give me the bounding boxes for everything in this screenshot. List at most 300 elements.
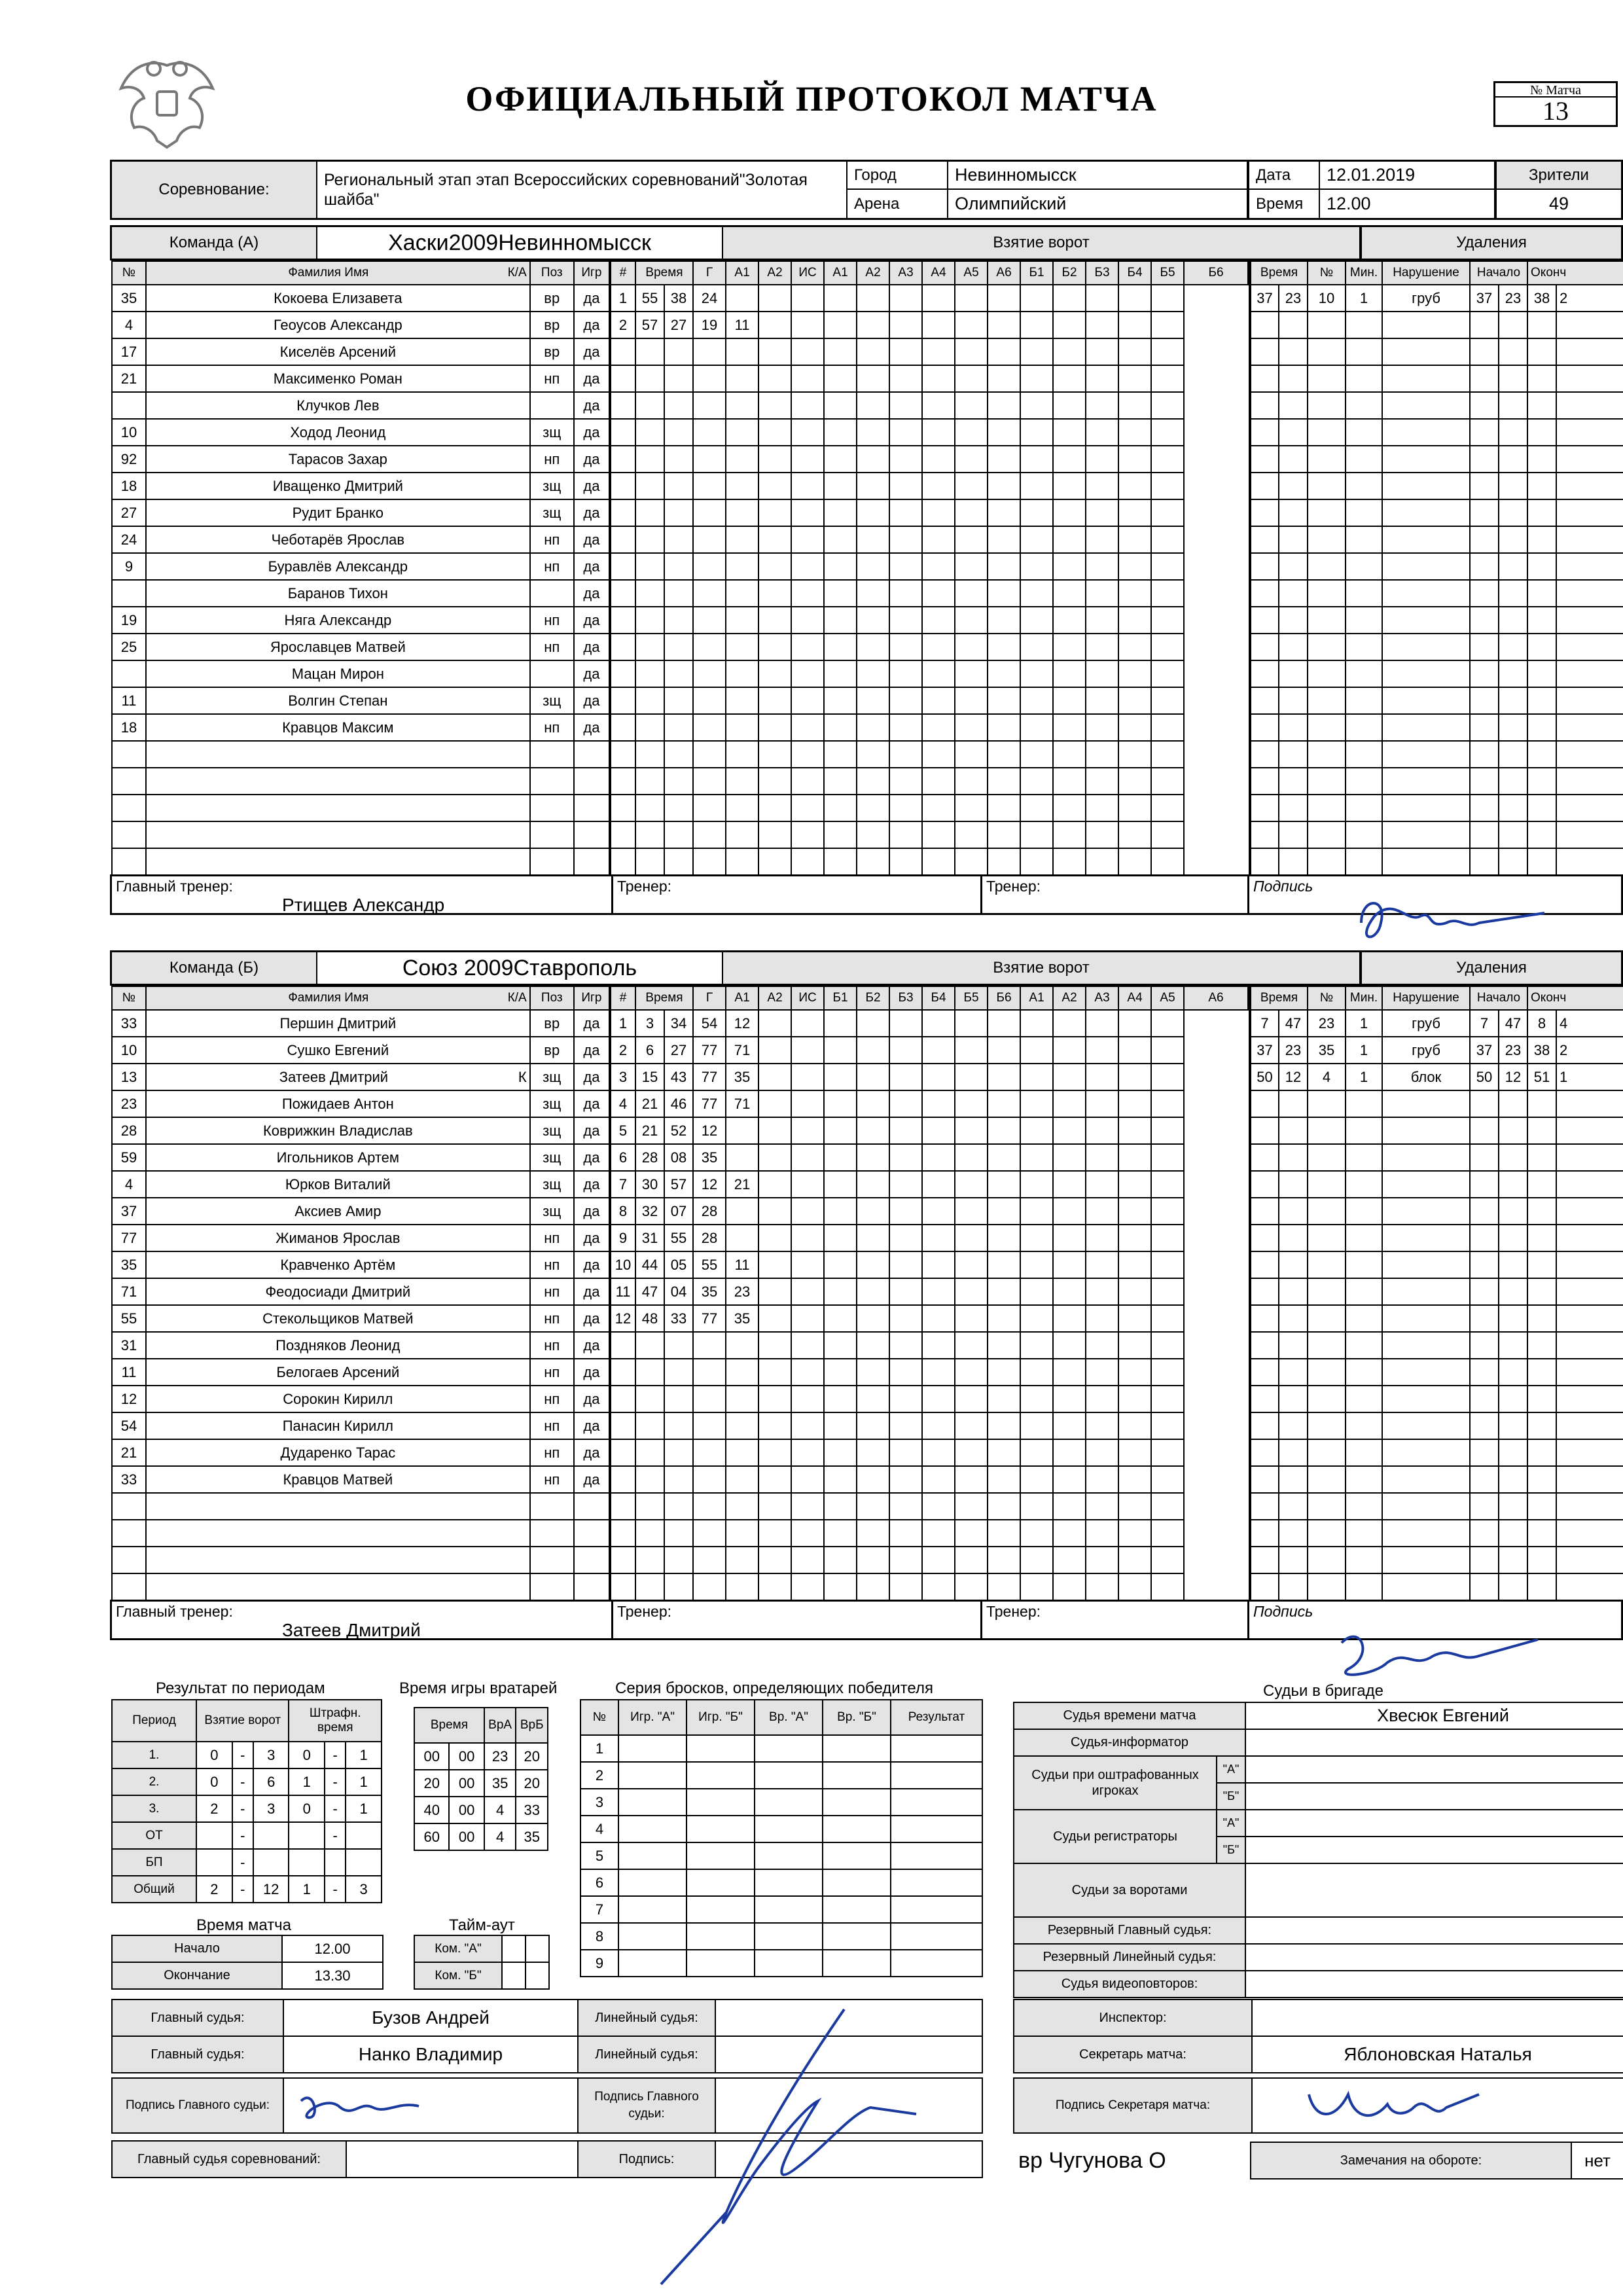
- goal-min: 32: [635, 1198, 664, 1225]
- goal-empty: [889, 848, 922, 875]
- goal-num: [611, 446, 635, 473]
- pen-minutes: [1346, 1198, 1382, 1225]
- player-number: 37: [112, 1198, 146, 1225]
- player-name-cell: [146, 446, 530, 473]
- pen-time-sec: [1279, 1520, 1308, 1547]
- comp-sign-label: Подпись:: [578, 2141, 715, 2178]
- date-label: Дата: [1249, 162, 1319, 190]
- pen-time-sec: [1279, 1493, 1308, 1520]
- goal-scorer: [693, 553, 726, 580]
- goal-empty: [857, 1493, 889, 1520]
- pen-start-sec: 12: [1499, 1064, 1527, 1090]
- goal-empty: [889, 499, 922, 526]
- table-row: [112, 285, 609, 312]
- goal-assist1: 23: [726, 1278, 758, 1305]
- pen-violation: [1382, 1547, 1470, 1573]
- pen-row: [1250, 1412, 1623, 1439]
- shootout-cell: [755, 1923, 823, 1950]
- goal-empty: [889, 1225, 922, 1251]
- player-position: [530, 848, 574, 875]
- goal-empty: [1118, 1386, 1151, 1412]
- team-b-penalties: [1249, 986, 1623, 1601]
- shootout-cell: [823, 1950, 891, 1977]
- player-plays: [574, 1520, 609, 1547]
- goal-empty: [824, 1493, 857, 1520]
- player-name-cell: [146, 1225, 530, 1251]
- pen-time-sec: [1279, 795, 1308, 821]
- table-row: [112, 473, 609, 499]
- shootout-cell: [823, 1735, 891, 1762]
- secretary-label: Секретарь матча:: [1014, 2036, 1252, 2073]
- goal-empty: [857, 848, 889, 875]
- goal-empty: [922, 1278, 955, 1305]
- pen-end-min: [1527, 473, 1556, 499]
- goal-empty: [889, 285, 922, 312]
- goal-empty: [1053, 285, 1086, 312]
- city-value: Невинномысск: [948, 162, 1247, 190]
- player-plays: [574, 1493, 609, 1520]
- goal-scorer: [693, 499, 726, 526]
- goal-sec: [664, 714, 693, 741]
- pen-time-sec: [1279, 714, 1308, 741]
- head-coach-label: Главный тренер:: [116, 1603, 233, 1620]
- player-name-cell: [146, 1493, 530, 1520]
- goal-empty: [1151, 553, 1184, 580]
- goal-empty: [988, 285, 1020, 312]
- pen-start-min: [1470, 1171, 1499, 1198]
- player-position: зщ: [530, 1090, 574, 1117]
- goal-empty: [824, 553, 857, 580]
- player-name: Кравченко Артём: [280, 1256, 396, 1273]
- pen-violation: [1382, 499, 1470, 526]
- goal-empty: [955, 660, 988, 687]
- goal-empty: [889, 1466, 922, 1493]
- goal-empty: [1020, 1386, 1053, 1412]
- goal-num: [611, 473, 635, 499]
- shootout-cell: [755, 1869, 823, 1896]
- goal-empty: [1020, 1573, 1053, 1600]
- pen-time-sec: [1279, 446, 1308, 473]
- goal-empty: [988, 1090, 1020, 1117]
- pen-row: [1250, 607, 1623, 634]
- goal-empty: [1118, 1547, 1151, 1573]
- pen-end-min: [1527, 1225, 1556, 1251]
- goal-scorer: 77: [693, 1064, 726, 1090]
- goal-scorer: [693, 1573, 726, 1600]
- goal-empty: [1020, 1359, 1053, 1386]
- goal-assist1: [726, 446, 758, 473]
- table-row: [112, 1117, 609, 1144]
- goal-min: 6: [635, 1037, 664, 1064]
- pen-end-sec: [1556, 499, 1623, 526]
- goal-assist1: [726, 365, 758, 392]
- goal-empty: [1053, 1225, 1086, 1251]
- player-plays: да: [574, 1037, 609, 1064]
- gk-a: 23: [484, 1743, 516, 1770]
- goal-empty: [955, 687, 988, 714]
- pen-end-sec: [1556, 795, 1623, 821]
- goal-empty: [1118, 1117, 1151, 1144]
- goal-assist1: [726, 392, 758, 419]
- goal-empty: [955, 634, 988, 660]
- goal-assist1: [726, 1466, 758, 1493]
- goal-row: [611, 1386, 1248, 1412]
- goal-row: [611, 499, 1248, 526]
- table-row: [112, 741, 609, 768]
- shootout-cell: [687, 1923, 755, 1950]
- result-goals-sep: -: [232, 1822, 253, 1849]
- player-name: Белогаев Арсений: [276, 1363, 400, 1380]
- header-info: [110, 160, 1623, 220]
- goal-row: [611, 848, 1248, 875]
- result-row: [112, 1876, 382, 1903]
- goal-empty: [922, 392, 955, 419]
- pen-start-sec: 23: [1499, 1037, 1527, 1064]
- goal-scorer: [693, 848, 726, 875]
- goal-empty: [1053, 1332, 1086, 1359]
- goal-empty: [857, 473, 889, 499]
- goal-empty: [824, 1547, 857, 1573]
- goal-min: 57: [635, 312, 664, 338]
- goal-empty: [1151, 392, 1184, 419]
- pen-start-sec: [1499, 660, 1527, 687]
- pen-time-min: 7: [1250, 1010, 1279, 1037]
- pen-player: [1308, 1573, 1346, 1600]
- pen-time-min: [1250, 634, 1279, 660]
- goal-num: [611, 499, 635, 526]
- pen-start-min: [1470, 338, 1499, 365]
- goal-empty: [791, 848, 824, 875]
- goal-empty: [922, 473, 955, 499]
- goal-min: 48: [635, 1305, 664, 1332]
- goal-empty: [1118, 285, 1151, 312]
- goal-empty: [824, 473, 857, 499]
- goal-min: [635, 1332, 664, 1359]
- pen-time-sec: [1279, 741, 1308, 768]
- result-goals-b: 3: [253, 1795, 289, 1822]
- table-row: [112, 1064, 609, 1090]
- player-number: 10: [112, 1037, 146, 1064]
- goal-empty: [922, 1251, 955, 1278]
- result-pen-sep: [325, 1849, 346, 1876]
- roster-h-name: [146, 986, 530, 1010]
- goal-empty: [889, 634, 922, 660]
- pen-time-sec: [1279, 392, 1308, 419]
- goal-empty: [791, 687, 824, 714]
- pen-time-min: [1250, 1412, 1279, 1439]
- goal-empty: [1151, 768, 1184, 795]
- player-name: Феодосиади Дмитрий: [265, 1283, 411, 1300]
- goal-sec: [664, 1359, 693, 1386]
- pens-h-end: Оконч: [1527, 261, 1623, 285]
- goal-empty: [791, 285, 824, 312]
- goal-empty: [922, 1064, 955, 1090]
- goal-empty: [857, 419, 889, 446]
- goal-sec: [664, 1386, 693, 1412]
- result-goals-a: [196, 1822, 232, 1849]
- goal-row: [611, 634, 1248, 660]
- timeout-title: Тайм-аут: [449, 1916, 515, 1934]
- player-name: Клучков Лев: [296, 397, 380, 414]
- goal-empty: [1151, 419, 1184, 446]
- player-number: [112, 580, 146, 607]
- goal-num: [611, 741, 635, 768]
- result-pen-a: 1: [289, 1876, 325, 1903]
- player-plays: [574, 848, 609, 875]
- goal-empty: [1020, 1251, 1053, 1278]
- goal-empty: [1151, 1278, 1184, 1305]
- goal-min: 21: [635, 1090, 664, 1117]
- pen-time-sec: [1279, 1332, 1308, 1359]
- shootout-cell: [823, 1762, 891, 1789]
- pen-violation: [1382, 1171, 1470, 1198]
- goal-empty: [1020, 1225, 1053, 1251]
- pen-end-min: [1527, 1573, 1556, 1600]
- pen-end-min: [1527, 1305, 1556, 1332]
- goal-empty: [758, 1225, 791, 1251]
- goal-empty: [1118, 660, 1151, 687]
- goal-empty: [1086, 1466, 1118, 1493]
- pen-time-min: [1250, 473, 1279, 499]
- goal-empty: [1118, 607, 1151, 634]
- pen-minutes: [1346, 1225, 1382, 1251]
- goal-empty: [791, 1225, 824, 1251]
- table-row: [112, 1520, 609, 1547]
- goal-min: [635, 499, 664, 526]
- pen-end-min: [1527, 499, 1556, 526]
- pen-player: [1308, 338, 1346, 365]
- player-name-cell: [146, 1386, 530, 1412]
- player-position: нп: [530, 1225, 574, 1251]
- goal-sec: [664, 365, 693, 392]
- pen-time-min: [1250, 1090, 1279, 1117]
- pen-violation: [1382, 741, 1470, 768]
- player-position: [530, 795, 574, 821]
- player-position: [530, 1547, 574, 1573]
- table-row: [112, 1359, 609, 1386]
- reserve-line-label: Резервный Линейный судья:: [1014, 1944, 1245, 1971]
- player-number: [112, 1493, 146, 1520]
- result-pen-b: 3: [346, 1876, 382, 1903]
- pen-end-sec: [1556, 634, 1623, 660]
- goal-empty: [1151, 821, 1184, 848]
- goal-min: [635, 392, 664, 419]
- player-name: Кокоева Елизавета: [274, 289, 402, 306]
- player-name-cell: [146, 1439, 530, 1466]
- goal-empty: [1086, 741, 1118, 768]
- goal-num: [611, 795, 635, 821]
- timekeeper-value: Хвесюк Евгений: [1245, 1702, 1623, 1729]
- pen-start-sec: [1499, 526, 1527, 553]
- goal-scorer: 35: [693, 1278, 726, 1305]
- goal-empty: [791, 1090, 824, 1117]
- goal-empty: [824, 446, 857, 473]
- goal-empty: [791, 634, 824, 660]
- pen-start-sec: [1499, 1573, 1527, 1600]
- player-name-cell: [146, 1412, 530, 1439]
- player-name-cell: [146, 526, 530, 553]
- pen-end-min: [1527, 607, 1556, 634]
- pen-player: [1308, 392, 1346, 419]
- pen-time-min: [1250, 1466, 1279, 1493]
- pen-row: [1250, 1332, 1623, 1359]
- goal-empty: [1118, 1037, 1151, 1064]
- goal-empty: [988, 526, 1020, 553]
- goal-empty: [824, 1144, 857, 1171]
- player-name-cell: [146, 580, 530, 607]
- player-name: Коврижкин Владислав: [262, 1122, 413, 1139]
- pen-violation: груб: [1382, 285, 1470, 312]
- goal-num: 1: [611, 285, 635, 312]
- pen-start-min: [1470, 1278, 1499, 1305]
- pen-violation: [1382, 365, 1470, 392]
- pen-minutes: [1346, 1251, 1382, 1278]
- regs-label: Судьи регистраторы: [1014, 1810, 1217, 1863]
- goal-empty: [791, 1466, 824, 1493]
- goal-scorer: [693, 1547, 726, 1573]
- pen-minutes: [1346, 499, 1382, 526]
- pen-minutes: [1346, 419, 1382, 446]
- shootout-cell: [891, 1869, 982, 1896]
- player-name: Ярославцев Матвей: [270, 638, 406, 655]
- roster-h-num: №: [112, 986, 146, 1010]
- goal-empty: [1086, 365, 1118, 392]
- refs-title: Судьи в бригаде: [1263, 1682, 1383, 1700]
- goal-num: [611, 1466, 635, 1493]
- result-goals-sep: -: [232, 1768, 253, 1795]
- shootout-cell: [618, 1735, 687, 1762]
- player-number: 24: [112, 526, 146, 553]
- result-row: [112, 1849, 382, 1876]
- gk-row: [414, 1797, 548, 1823]
- table-row: [112, 419, 609, 446]
- goal-empty: [1053, 419, 1086, 446]
- goal-scorer: [693, 795, 726, 821]
- trainer1-cell: [613, 1602, 982, 1638]
- pens-h-violation: Нарушение: [1382, 261, 1470, 285]
- shootout-cell: [618, 1923, 687, 1950]
- player-name: Першин Дмитрий: [279, 1014, 397, 1031]
- goal-empty: [889, 768, 922, 795]
- team-b-pens-title: Удаления: [1362, 952, 1621, 984]
- pen-violation: [1382, 419, 1470, 446]
- player-number: 33: [112, 1466, 146, 1493]
- goal-assist1: [726, 660, 758, 687]
- goal-scorer: [693, 1332, 726, 1359]
- pen-player: [1308, 1412, 1346, 1439]
- remarks-label: Замечания на обороте:: [1251, 2142, 1571, 2179]
- goal-empty: [1020, 1064, 1053, 1090]
- pen-start-min: [1470, 1439, 1499, 1466]
- pen-time-sec: [1279, 365, 1308, 392]
- player-plays: [574, 741, 609, 768]
- pen-row: [1250, 285, 1623, 312]
- goal-empty: [1020, 1171, 1053, 1198]
- table-row: [112, 634, 609, 660]
- goal-empty: [1086, 1520, 1118, 1547]
- shootout-num: 2: [580, 1762, 618, 1789]
- result-period: Общий: [112, 1876, 196, 1903]
- player-position: нп: [530, 1332, 574, 1359]
- goal-min: [635, 580, 664, 607]
- pen-player: [1308, 526, 1346, 553]
- player-name: Геоусов Александр: [273, 316, 402, 333]
- pen-player: [1308, 1090, 1346, 1117]
- goal-empty: [1118, 446, 1151, 473]
- player-name: Сушко Евгений: [287, 1041, 389, 1058]
- pen-start-min: 50: [1470, 1064, 1499, 1090]
- goal-empty: [1118, 741, 1151, 768]
- pen-violation: [1382, 795, 1470, 821]
- goal-num: [611, 580, 635, 607]
- goal-empty: [758, 1198, 791, 1225]
- pen-start-sec: [1499, 848, 1527, 875]
- goal-assist1: [726, 473, 758, 499]
- player-name: Буравлёв Александр: [268, 558, 408, 575]
- pen-end-sec: 1: [1556, 1064, 1623, 1090]
- goal-sec: 57: [664, 1171, 693, 1198]
- pen-end-sec: [1556, 1573, 1623, 1600]
- goal-sec: [664, 419, 693, 446]
- table-row: [112, 607, 609, 634]
- goal-empty: [988, 607, 1020, 634]
- goal-empty: [1086, 1198, 1118, 1225]
- pen-start-min: [1470, 741, 1499, 768]
- player-name-cell: [146, 473, 530, 499]
- goal-empty: [1053, 1493, 1086, 1520]
- goal-scorer: 12: [693, 1117, 726, 1144]
- match-number-box: [1493, 81, 1618, 127]
- goal-row: [611, 1278, 1248, 1305]
- goal-empty: [1053, 1090, 1086, 1117]
- pen-start-min: [1470, 795, 1499, 821]
- goal-empty: [791, 1144, 824, 1171]
- player-number: 18: [112, 714, 146, 741]
- pen-time-sec: [1279, 1547, 1308, 1573]
- pen-row: [1250, 1144, 1623, 1171]
- pen-start-sec: [1499, 365, 1527, 392]
- goal-empty: [955, 1251, 988, 1278]
- table-row: [112, 1171, 609, 1198]
- goal-min: [635, 419, 664, 446]
- player-position: зщ: [530, 1144, 574, 1171]
- goal-empty: [955, 1064, 988, 1090]
- inspector-label: Инспектор:: [1014, 2000, 1252, 2036]
- penalty-a-label: "А": [1217, 1756, 1245, 1783]
- goal-empty: [1086, 1144, 1118, 1171]
- goal-empty: [758, 1493, 791, 1520]
- player-plays: да: [574, 1198, 609, 1225]
- shootout-cell: [891, 1842, 982, 1869]
- pen-time-min: [1250, 553, 1279, 580]
- shootout-num: 5: [580, 1842, 618, 1869]
- result-goals-b: 6: [253, 1768, 289, 1795]
- goal-sec: [664, 1547, 693, 1573]
- pen-violation: [1382, 660, 1470, 687]
- goal-empty: [1151, 1332, 1184, 1359]
- goal-empty: [1053, 553, 1086, 580]
- pen-start-min: [1470, 473, 1499, 499]
- pens-h-start: Начало: [1470, 261, 1527, 285]
- player-name-cell: [146, 419, 530, 446]
- player-name: Рудит Бранко: [292, 504, 384, 521]
- shootout-cell: [823, 1842, 891, 1869]
- pen-end-sec: [1556, 312, 1623, 338]
- pen-player: [1308, 473, 1346, 499]
- goal-empty: [889, 419, 922, 446]
- goal-empty: [857, 634, 889, 660]
- player-number: [112, 821, 146, 848]
